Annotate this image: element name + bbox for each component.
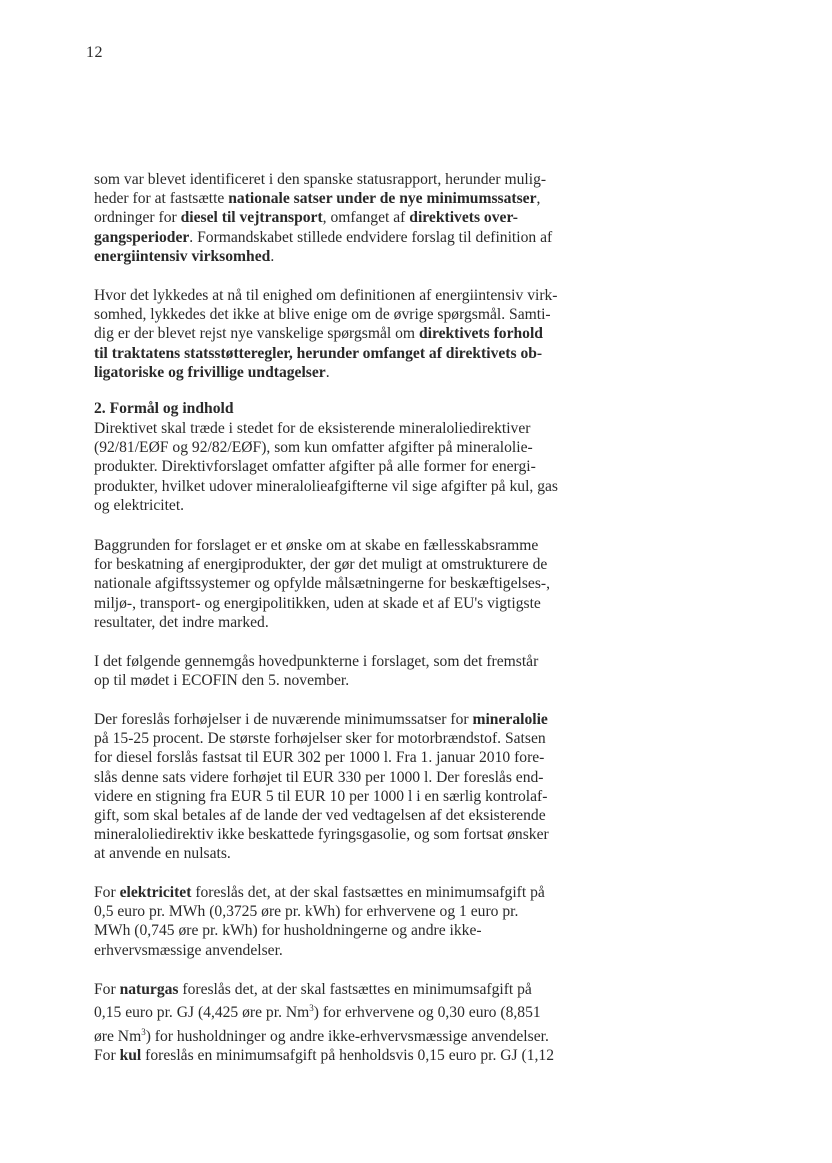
text-line: op til mødet i ECOFIN den 5. november. (94, 672, 350, 690)
text-line: erhvervsmæssige anvendelser. (94, 941, 283, 959)
text-line: I det følgende gennemgås hovedpunkterne i forslaget, som det fremstår (94, 653, 539, 670)
text-line: resultater, det indre marked. (94, 613, 269, 631)
text-line: For naturgas foreslås det, at der skal fastsættes en minimumsafgift på (94, 981, 532, 998)
text-line: for diesel forslås fastsat til EUR 302 per 1000 l. Fra 1. januar 2010 fore- (94, 749, 545, 767)
text-line: 0,5 euro pr. MWh (0,3725 øre pr. kWh) for erhvervene og 1 euro pr. (94, 903, 519, 921)
text-line: 0,15 euro pr. GJ (4,425 øre pr. Nm$^3$) for erhvervene og 0,30 euro (8,851 (94, 1003, 541, 1022)
text-line: ligatoriske og frivillige undtagelser. (94, 363, 330, 381)
text-line: gift, som skal betales af de lande der ved vedtagelsen af det eksisterende (94, 807, 546, 825)
section-heading: 2. Formål og indhold (94, 400, 234, 417)
text-line: nationale afgiftssystemer og opfylde målsætningerne for beskæftigelses-, (94, 575, 551, 593)
text-line: til traktatens statsstøtteregler, herunder omfanget af direktivets ob- (94, 344, 543, 362)
text-line: miljø-, transport- og energipolitikken, uden at skade et af EU's vigtigste (94, 594, 541, 612)
text-line: somhed, lykkedes det ikke at blive enige om de øvrige spørgsmål. Samti- (94, 306, 551, 324)
text-line: Hvor det lykkedes at nå til enighed om definitionen af energiintensiv virk- (94, 287, 558, 304)
text-line: videre en stigning fra EUR 5 til EUR 10 per 1000 l i en særlig kontrolaf- (94, 787, 548, 805)
paragraph-8 (94, 980, 634, 1065)
text-line: at anvende en nulsats. (94, 845, 231, 863)
text-line: ordninger for diesel til vejtransport, omfanget af direktivets over- (94, 209, 518, 227)
text-line: produkter. Direktivforslaget omfatter afgifter på alle former for energi- (94, 458, 536, 476)
text-line: (92/81/EØF og 92/82/EØF), som kun omfatter afgifter på mineralolie- (94, 439, 533, 457)
paragraph-5 (94, 652, 634, 690)
text-line: og elektricitet. (94, 496, 185, 514)
text-line: energiintensiv virksomhed. (94, 247, 275, 265)
text-line: MWh (0,745 øre pr. kWh) for husholdningerne og andre ikke- (94, 922, 482, 940)
text-line: slås denne sats videre forhøjet til EUR 330 per 1000 l. Der foreslås end- (94, 768, 544, 786)
text-line: mineraloliedirektiv ikke beskattede fyringsgasolie, og som fortsat ønsker (94, 826, 549, 844)
text-line: heder for at fastsætte nationale satser under de nye minimumssatser, (94, 190, 541, 208)
text-line: Baggrunden for forslaget er et ønske om at skabe en fællesskabsramme (94, 537, 539, 554)
paragraph-3 (94, 419, 634, 515)
text-line: For kul foreslås en minimumsafgift på henholdsvis 0,15 euro pr. GJ (1,12 (94, 1046, 554, 1064)
paragraph-1 (94, 170, 634, 266)
paragraph-7 (94, 883, 634, 960)
text-line: produkter, hvilket udover mineralolieafgifterne vil sige afgifter på kul, gas (94, 477, 558, 495)
text-line: øre Nm$^3$) for husholdninger og andre ikke-erhvervsmæssige anvendelser. (94, 1026, 549, 1045)
page-number: 12 (86, 44, 103, 61)
text-line: dig er der blevet rejst nye vanskelige spørgsmål om direktivets forhold (94, 325, 543, 343)
text-line: som var blevet identificeret i den spanske statusrapport, herunder mulig- (94, 171, 547, 188)
text-line: Direktivet skal træde i stedet for de eksisterende mineraloliedirektiver (94, 420, 531, 437)
text-line: For elektricitet foreslås det, at der skal fastsættes en minimumsafgift på (94, 884, 545, 901)
paragraph-6 (94, 710, 634, 864)
text-line: Der foreslås forhøjelser i de nuværende minimumssatser for mineralolie (94, 711, 548, 728)
paragraph-2 (94, 286, 634, 382)
paragraph-4 (94, 536, 634, 632)
text-line: for beskatning af energiprodukter, der gør det muligt at omstrukturere de (94, 556, 548, 574)
text-line: gangsperioder. Formandskabet stillede endvidere forslag til definition af (94, 228, 553, 246)
text-line: på 15-25 procent. De største forhøjelser sker for motorbrændstof. Satsen (94, 730, 546, 748)
